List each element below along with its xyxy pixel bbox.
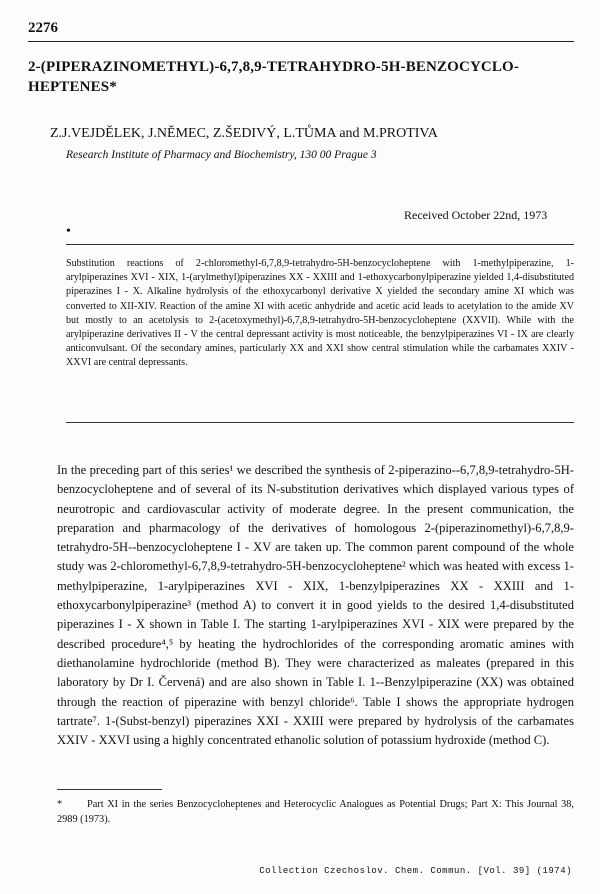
body-paragraph: In the preceding part of this series¹ we described the synthesis of 2-piperazino--6,7,8,9-tetrahydro-5H-benzocycloheptene and of several of its N-substitution derivatives which displayed various types of neurotropic and cardiovascular activity of moderate degree. In the present communication, the preparation and pharmacology of the derivatives of homologous 2-(piperazinomethyl)-6,7,8,9-tetrahydro-5H--benzocycloheptene I - XV are taken up. The common parent compound of the whole study was 2-chloromethyl-6,7,8,9-tetrahydro-5H-benzocycloheptene² which was heated with excess 1-methylpiperazine, 1-arylpiperazines XVI - XIX, 1-benzylpiperazines XX - XXIII and 1-ethoxycarbonylpiperazine³ (method A) to convert it in good yields to the desired 1,4-disubstituted piperazines I - X shown in Table I. The starting 1-arylpiperazines XVI - XIX were prepared by the described procedure⁴,⁵ by heating the hydrochlorides of the corresponding aromatic amines with diethanolamine hydrochloride (method B). They were characterized as maleates (prepared in this laboratory by Dr I. Červená) and are also shown in Table I. 1--Benzylpiperazine (XX) was obtained through the reaction of piperazine with benzyl chloride⁶. Table I shows the appropriate hydrogen tartrate⁷. 1-(Subst-benzyl) piperazines XXI - XXIII were prepared by hydrolysis of the carbamates XXIV - XXVI using a highly concentrated ethanolic solution of potassium hydroxide (method C). — [57, 463, 574, 748]
affiliation: Research Institute of Pharmacy and Biochemistry, 130 00 Prague 3 — [66, 149, 377, 161]
journal-citation: Collection Czechoslov. Chem. Commun. [Vol. 39] (1974) — [259, 866, 572, 876]
abstract: Substitution reactions of 2-chloromethyl-6,7,8,9-tetrahydro-5H-benzocycloheptene with 1-methylpiperazine, 1-arylpiperazines XVI - XIX, 1-(arylmethyl)piperazines XX - XXIII and 1-ethoxycarbonylpiperazine yielded 1,4-disubstituted piperazines I - X. Alkaline hydrolysis of the ethoxycarbonyl derivative X yielded the secondary amine XI which was converted to XII-XIV. Reaction of the amine XI with acetic anhydride and acetic acid leads to acetylation to the amide XV but mostly to an acetolysis to 2-(acetoxymethyl)-6,7,8,9-tetrahydro-5H-benzocycloheptene (XXVII). While with the arylpiperazine derivatives II - V the central depressant activity is most noticeable, the benzylpiperazines VI - IX are clearly anticonvulsant. Of the secondary amines, particularly XX and XXI show central stimulation while the carbamates XXIV - XXVI are central depressants. — [66, 258, 574, 369]
author-list: Z.J.VEJDĚLEK, J.NĚMEC, Z.ŠEDIVÝ, L.TŮMA and M.PROTIVA — [50, 126, 438, 141]
header-rule — [28, 41, 574, 42]
footnote — [57, 797, 574, 827]
footnote-rule — [57, 789, 162, 790]
footnote-mark: * — [57, 799, 63, 810]
footnote-text: Part XI in the series Benzocycloheptenes and Heterocyclic Analogues as Potential Drugs; Part X: This Journal 38, 2989 (1973). — [57, 799, 574, 825]
page-number: 2276 — [28, 20, 58, 36]
article-title: 2-(PIPERAZINOMETHYL)-6,7,8,9-TETRAHYDRO-5H-BENZOCYCLO-HEPTENES* — [28, 59, 520, 95]
body-text — [57, 461, 574, 750]
bullet-mark: • — [66, 224, 71, 239]
abstract-rule-bottom — [66, 422, 574, 423]
abstract-rule-top — [66, 244, 574, 245]
received-date: Received October 22nd, 1973 — [404, 208, 548, 222]
